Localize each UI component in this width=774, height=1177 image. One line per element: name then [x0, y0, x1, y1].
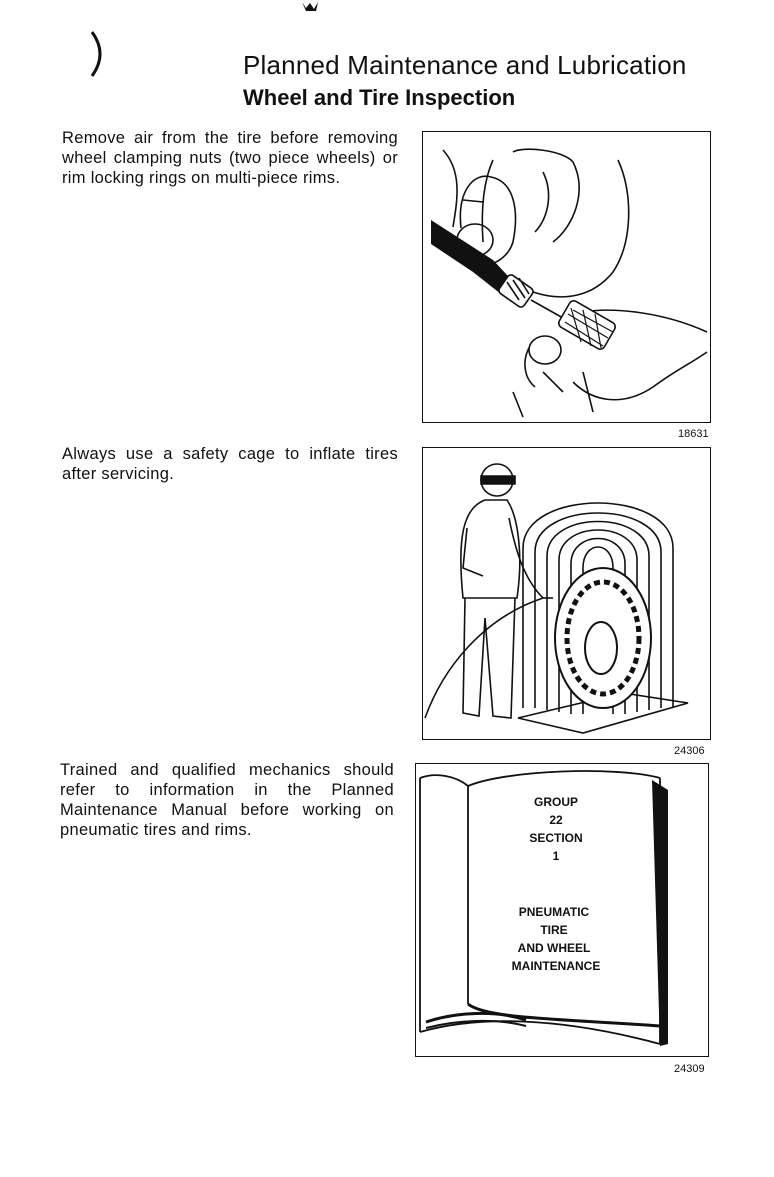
valve-hand-illustration [423, 132, 710, 422]
paragraph-trained-mechanics: Trained and qualified mechanics should refer to information in the Planned Maintenance Manual before working on pneumatic tires and rims. [60, 761, 394, 839]
figure-number: 24309 [674, 1063, 705, 1075]
figure-safety-cage [422, 447, 711, 740]
binding-arc-icon [88, 30, 110, 78]
book-line: 22 [549, 813, 563, 827]
book-line: GROUP [533, 795, 579, 809]
paragraph-deflate: Remove air from the tire before removing wheel clamping nuts (two piece wheels) or rim locking rings on multi-piece rims. [62, 129, 398, 187]
book-line: TIRE [540, 923, 568, 937]
figure-maintenance-manual [415, 763, 709, 1057]
safety-cage-illustration [423, 448, 710, 739]
figure-number: 24306 [674, 745, 705, 757]
figure-valve-core-removal [422, 131, 711, 423]
manual-book-illustration [416, 764, 708, 1056]
punch-mark-icon [300, 0, 322, 14]
book-cover-text [512, 795, 601, 973]
book-line: SECTION [529, 831, 583, 845]
page-subtitle: Wheel and Tire Inspection [243, 85, 516, 110]
book-line: MAINTENANCE [511, 959, 601, 973]
book-line: PNEUMATIC [518, 905, 590, 919]
figure-number: 18631 [678, 428, 709, 440]
paragraph-safety-cage: Always use a safety cage to inflate tires after servicing. [62, 445, 398, 483]
book-line: 1 [552, 849, 560, 863]
page-title: Planned Maintenance and Lubrication [243, 50, 687, 80]
book-line: AND WHEEL [517, 941, 591, 955]
